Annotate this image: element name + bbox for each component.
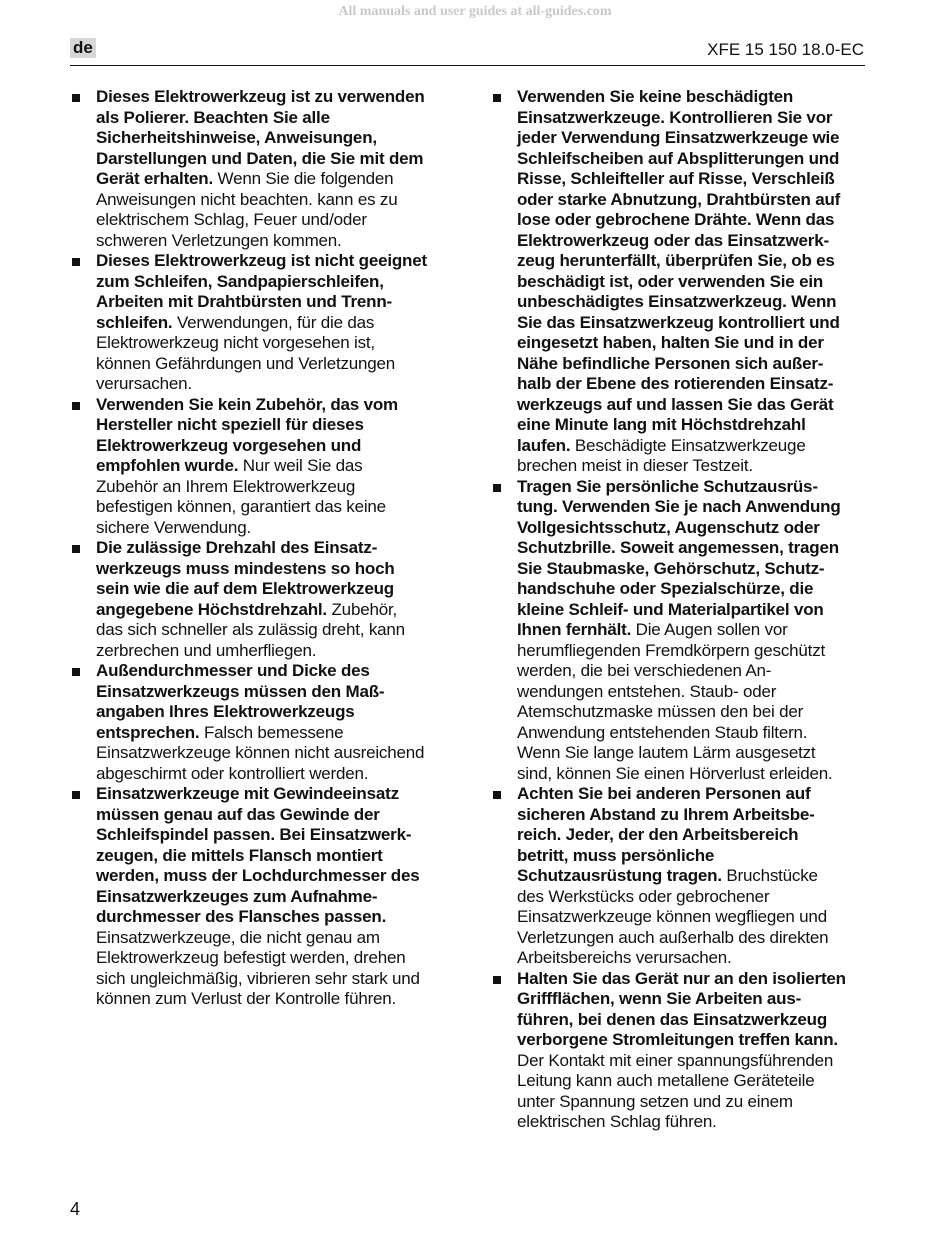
left-column	[69, 87, 427, 1010]
instruction-bold-text: Verwenden Sie keine beschädigten Einsatzwerkzeuge. Kontrollieren Sie vor jeder Verwendung Einsatzwerkzeuge wie Schleifscheiben auf Absplitterungen und Risse, Schleifteller auf Risse, Verschleiß oder starke Abnutzung, Drahtbürsten auf lose oder gebrochene Drähte. Wenn das Elektrowerkzeug oder das Einsatzwerkzeug herunterfällt, überprüfen Sie, ob es beschädigt ist, oder verwenden Sie ein unbeschädigtes Einsatzwerkzeug. Wenn Sie das Einsatzwerkzeug kontrolliert und eingesetzt haben, halten Sie und in der Nähe befindliche Personen sich außerhalb der Ebene des rotierenden Einsatzwerkzeugs auf und lassen Sie das Gerät eine Minute lang mit Höchstdrehzahl laufen.	[517, 87, 841, 455]
instruction-bold-text: Einsatzwerkzeuge mit Gewindeeinsatz müssen genau auf das Gewinde der Schleifspindel passen. Bei Einsatzwerkzeugen, die mittels Flansch montiert werden, muss der Lochdurchmesser des Einsatzwerkzeuges zum Aufnahmedurchmesser des Flansches passen.	[96, 784, 420, 926]
watermark: All manuals and user guides at all-guides.com	[338, 4, 612, 19]
square-bullet-icon	[72, 668, 80, 676]
square-bullet-icon	[72, 402, 80, 410]
language-tag: de	[70, 38, 96, 58]
safety-instruction	[69, 395, 427, 539]
square-bullet-icon	[72, 791, 80, 799]
instruction-explanation-text: Einsatzwerkzeuge, die nicht genau am Elektrowerkzeug befestigt werden, drehen sich ungleichmäßig, vibrieren sehr stark und können zum Verlust der Kontrolle führen.	[96, 927, 420, 1008]
instruction-bold-text: Halten Sie das Gerät nur an den isolierten Griffflächen, wenn Sie Arbeiten ausführen, bei denen das Einsatzwerkzeug verborgene Stromleitungen treffen kann.	[517, 968, 846, 1049]
square-bullet-icon	[72, 258, 80, 266]
square-bullet-icon	[493, 94, 501, 102]
safety-instruction	[69, 784, 427, 1010]
safety-instruction	[69, 87, 427, 251]
instruction-explanation-text: Verwendungen, für die das Elektrowerkzeug nicht vorgesehen ist, können Gefährdungen und Verletzungen verursachen.	[96, 312, 396, 393]
instruction-explanation-text: Nur weil Sie das Zubehör an Ihrem Elektrowerkzeug befestigen können, garantiert das keine sichere Verwendung.	[96, 456, 386, 537]
square-bullet-icon	[493, 484, 501, 492]
left-safety-list	[69, 87, 427, 1010]
right-safety-list	[490, 87, 848, 1133]
square-bullet-icon	[72, 545, 80, 553]
header-rule	[70, 65, 865, 66]
safety-instruction	[490, 87, 848, 477]
instruction-explanation-text: Beschädigte Einsatzwerkzeuge brechen meist in dieser Testzeit.	[517, 435, 806, 475]
instruction-bold-text: Achten Sie bei anderen Personen auf sicheren Abstand zu Ihrem Arbeitsbereich. Jeder, der den Arbeitsbereich betritt, muss persönliche Schutzausrüstung tragen.	[517, 784, 815, 885]
square-bullet-icon	[72, 94, 80, 102]
safety-instruction	[490, 784, 848, 969]
instruction-bold-text: Tragen Sie persönliche Schutzausrüstung. Verwenden Sie je nach Anwendung Vollgesichtsschutz, Augenschutz oder Schutzbrille. Soweit angemessen, tragen Sie Staubmaske, Gehörschutz, Schutzhandschuhe oder Spezialschürze, die kleine Schleif- und Materialpartikel von Ihnen fernhält.	[517, 476, 841, 639]
instruction-bold-text: Dieses Elektrowerkzeug ist nicht geeignet zum Schleifen, Sandpapierschleifen, Arbeiten mit Drahtbürsten und Trennschleifen.	[96, 251, 427, 332]
instruction-bold-text: Die zulässige Drehzahl des Einsatzwerkzeugs muss mindestens so hoch sein wie die auf dem Elektrowerkzeug angegebene Höchstdrehzahl.	[96, 538, 395, 619]
instruction-explanation-text: Falsch bemessene Einsatzwerkzeuge können nicht ausreichend abgeschirmt oder kontrolliert werden.	[96, 722, 425, 783]
safety-instruction	[69, 251, 427, 395]
instruction-explanation-text: Bruchstücke des Werkstücks oder gebrochener Einsatzwerkzeuge können wegfliegen und Verletzungen auch außerhalb des direkten Arbeitsbereichs verursachen.	[517, 866, 829, 967]
page-number: 4	[70, 1199, 81, 1219]
right-column	[490, 87, 848, 1133]
instruction-explanation-text: Die Augen sollen vor herumfliegenden Fremdkörpern geschützt werden, die bei verschiedenen Anwendungen entstehen. Staub- oder Atemschutzmaske müssen den bei der Anwendung entstehenden Staub filtern. Wenn Sie lange lautem Lärm ausgesetzt sind, können Sie einen Hörverlust erleiden.	[517, 620, 833, 783]
square-bullet-icon	[493, 791, 501, 799]
safety-instruction	[490, 969, 848, 1133]
instruction-explanation-text: Wenn Sie die folgenden Anweisungen nicht beachten. kann es zu elektrischem Schlag, Feuer und/oder schweren Verletzungen kommen.	[96, 169, 398, 250]
safety-instruction	[69, 538, 427, 661]
instruction-explanation-text: Der Kontakt mit einer spannungsführenden Leitung kann auch metallene Geräteteile unter Spannung setzen und zu einem elektrischen Schlag führen.	[517, 1050, 834, 1131]
safety-instruction	[69, 661, 427, 784]
instruction-explanation-text: Zubehör, das sich schneller als zulässig dreht, kann zerbrechen und umherfliegen.	[96, 599, 405, 660]
safety-instruction	[490, 477, 848, 785]
model-title: XFE 15 150 18.0-EC	[707, 40, 864, 59]
instruction-bold-text: Dieses Elektrowerkzeug ist zu verwenden als Polierer. Beachten Sie alle Sicherheitshinweise, Anweisungen, Darstellungen und Daten, die Sie mit dem Gerät erhalten.	[96, 87, 425, 188]
instruction-bold-text: Außendurchmesser und Dicke des Einsatzwerkzeugs müssen den Maßangaben Ihres Elektrowerkzeugs entsprechen.	[96, 661, 385, 742]
instruction-bold-text: Verwenden Sie kein Zubehör, das vom Hersteller nicht speziell für dieses Elektrowerkzeug vorgesehen und empfohlen wurde.	[96, 394, 398, 475]
square-bullet-icon	[493, 976, 501, 984]
